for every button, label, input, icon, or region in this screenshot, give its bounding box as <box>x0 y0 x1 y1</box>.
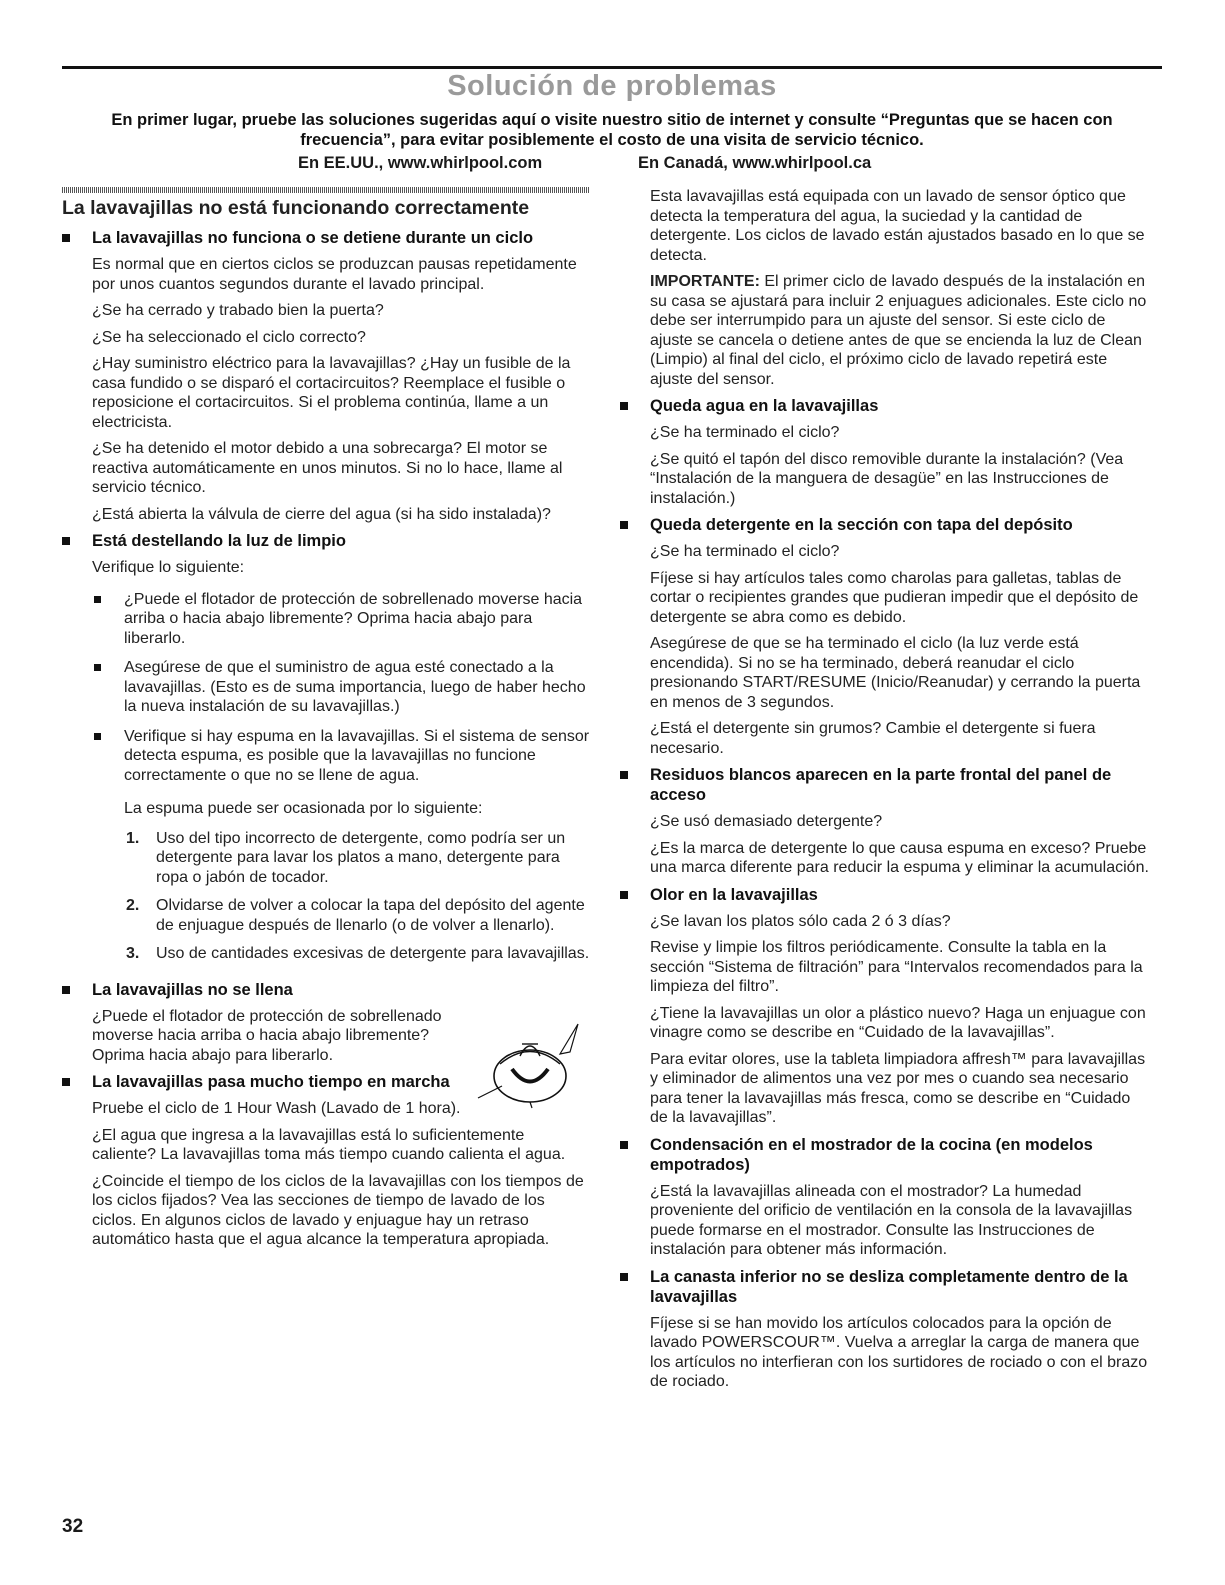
sub-bullet: ¿Puede el flotador de protección de sobrellenado moverse hacia arriba o hacia abajo libremente? Oprima hacia abajo para liberarlo. <box>62 590 592 649</box>
url-canada[interactable]: En Canadá, www.whirlpool.ca <box>638 154 872 172</box>
issue-title: Queda agua en la lavavajillas <box>620 396 1152 416</box>
numbered-item <box>62 829 592 888</box>
issue-title: Está destellando la luz de limpio <box>62 531 592 551</box>
overfill-float-illustration <box>472 1014 587 1109</box>
paragraph: ¿Coincide el tiempo de los ciclos de la lavavajillas con los tiempos de los ciclos fijados? Vea las secciones de tiempo de lavado de los ciclos. En algunos ciclos de lavado y enjuague hay un retraso automático hasta que el agua alcance la temperatura apropiada. <box>92 1172 584 1248</box>
paragraph: ¿Se ha detenido el motor debido a una sobrecarga? El motor se reactiva automáticamente en unos minutos. Si no lo hace, llame al servicio técnico. <box>92 440 563 496</box>
paragraph: Fíjese si se han movido los artículos colocados para la opción de lavado POWERSCOUR™. Vuelva a arreglar la carga de manera que los artículos no interfieran con los surtidores de rociado o con el brazo de rociado. <box>650 1314 1148 1390</box>
paragraph: ¿Se quitó el tapón del disco removible durante la instalación? (Vea “Instalación de la manguera de desagüe” en las Instrucciones de instalación.) <box>650 450 1124 507</box>
issue-title: La lavavajillas pasa mucho tiempo en marcha <box>62 1072 592 1092</box>
section-heading: La lavavajillas no está funcionando correctamente <box>62 197 530 219</box>
paragraph: ¿Está abierta la válvula de cierre del agua (si ha sido instalada)? <box>92 505 551 523</box>
paragraph: ¿Se lavan los platos sólo cada 2 ó 3 días? <box>650 912 951 930</box>
paragraph: Asegúrese de que se ha terminado el ciclo (la luz verde está encendida). Si no se ha terminado, deberá reanudar el ciclo presionando START/RESUME (Inicio/Reanudar) y cerrando la puerta en menos de 3 segundos. <box>650 635 1141 711</box>
sub-bullet: Verifique si hay espuma en la lavavajillas. Si el sistema de sensor detecta espuma, es posible que la lavavajillas no funcione correctamente o que no se llene de agua. <box>62 727 592 786</box>
paragraph: Revise y limpie los filtros periódicamente. Consulte la tabla en la sección “Sistema de filtración” para “Intervalos recomendados para la limpieza del filtro”. <box>650 939 1143 995</box>
paragraph: Esta lavavajillas está equipada con un lavado de sensor óptico que detecta la temperatura del agua, la suciedad y la cantidad de detergente. Los ciclos de lavado están ajustados basado en lo que se detecta. <box>650 188 1145 264</box>
item-text: Uso del tipo incorrecto de detergente, como podría ser un detergente para lavar los platos a mano, detergente para ropa o jabón de tocador. <box>156 829 566 886</box>
right-column <box>620 187 1152 1399</box>
issue-title: Queda detergente en la sección con tapa del depósito <box>620 515 1152 535</box>
page-title: Solución de problemas <box>447 70 777 102</box>
issue-title: Residuos blancos aparecen en la parte frontal del panel de acceso <box>620 765 1152 805</box>
url-us[interactable]: En EE.UU., www.whirlpool.com <box>298 154 543 172</box>
paragraph: ¿Se ha terminado el ciclo? <box>650 543 840 560</box>
paragraph: Para evitar olores, use la tableta limpiadora affresh™ para lavavajillas y eliminador de alimentos una vez por mes o cuando sea necesario para tener la lavavajillas más fresca, como se describe en “Cuidado de la lavavajillas”. <box>650 1050 1146 1126</box>
item-number: 3. <box>126 945 140 962</box>
item-text: Olvidarse de volver a colocar la tapa del depósito del agente de enjuague después de llenarlo (o de volver a llenarlo). <box>156 897 585 934</box>
important-note <box>620 272 1152 389</box>
paragraph: ¿Se ha seleccionado el ciclo correcto? <box>92 328 366 346</box>
important-label: IMPORTANTE: <box>650 273 760 290</box>
issue-title: La canasta inferior no se desliza completamente dentro de la lavavajillas <box>620 1267 1152 1307</box>
item-number: 2. <box>126 897 140 914</box>
important-text: El primer ciclo de lavado después de la instalación en su casa se ajustará para incluir 2 enjuagues adicionales. Este ciclo no debe ser interrumpido para un ajuste del sensor. Si este ciclo de ajuste se cancela o detiene antes de que se encienda la luz de Clean (Limpio) al final del ciclo, el próximo ciclo de lavado repetirá este ajuste del sensor. <box>650 273 1147 388</box>
intro-text: En primer lugar, pruebe las soluciones sugeridas aquí o visite nuestro sitio de internet y consulte “Preguntas que se hacen con frecuencia”, para evitar posiblemente el costo de una visita de servicio técnico. <box>111 111 1113 149</box>
issue-title: Condensación en el mostrador de la cocina (en modelos empotrados) <box>620 1135 1152 1175</box>
top-rule <box>62 66 1162 69</box>
section-divider <box>62 187 590 193</box>
item-number: 1. <box>126 829 140 847</box>
issue-title: Olor en la lavavajillas <box>620 885 1152 905</box>
sub-bullet: Asegúrese de que el suministro de agua esté conectado a la lavavajillas. (Esto es de suma importancia, luego de haber hecho la nueva instalación de su lavavajillas.) <box>62 658 592 717</box>
paragraph: Es normal que en ciertos ciclos se produzcan pausas repetidamente por unos cuantos segundos durante el lavado principal. <box>92 256 577 293</box>
issue-title: La lavavajillas no funciona o se detiene durante un ciclo <box>62 228 592 248</box>
paragraph: ¿Está la lavavajillas alineada con el mostrador? La humedad proveniente del orificio de ventilación en la consola de la lavavajillas puede formarse en el mostrador. Consulte las Instrucciones de instalación para obtener más información. <box>650 1182 1133 1258</box>
paragraph: ¿Está el detergente sin grumos? Cambie el detergente si fuera necesario. <box>650 720 1096 757</box>
paragraph: La espuma puede ser ocasionada por lo siguiente: <box>124 800 483 817</box>
paragraph: Fíjese si hay artículos tales como charolas para galletas, tablas de cortar o recipientes grandes que pudieran impedir que el depósito de detergente se abra como es debido. <box>650 569 1139 626</box>
paragraph: ¿Es la marca de detergente lo que causa espuma en exceso? Pruebe una marca diferente para reducir la espuma y eliminar la acumulación. <box>650 839 1149 876</box>
paragraph: ¿Hay suministro eléctrico para la lavavajillas? ¿Hay un fusible de la casa fundido o se disparó el cortacircuitos? Reemplace el fusible o reposicione el cortacircuitos. Si el problema continúa, llame a un electricista. <box>92 355 571 431</box>
paragraph: Pruebe el ciclo de 1 Hour Wash (Lavado de 1 hora). <box>92 1100 461 1117</box>
paragraph: ¿Se ha cerrado y trabado bien la puerta? <box>92 302 384 319</box>
paragraph: ¿Se ha terminado el ciclo? <box>650 424 840 441</box>
numbered-item <box>62 896 592 935</box>
paragraph: ¿Se usó demasiado detergente? <box>650 813 883 830</box>
paragraph: ¿Puede el flotador de protección de sobrellenado moverse hacia arriba o hacia abajo libremente? Oprima hacia abajo para liberarlo. <box>92 1007 442 1064</box>
paragraph: Verifique lo siguiente: <box>92 559 245 576</box>
item-text: Uso de cantidades excesivas de detergente para lavavajillas. <box>156 945 590 962</box>
issue-title: La lavavajillas no se llena <box>62 980 592 1000</box>
paragraph: ¿El agua que ingresa a la lavavajillas está lo suficientemente caliente? La lavavajillas toma más tiempo cuando calienta el agua. <box>92 1126 566 1163</box>
page-number: 32 <box>62 1516 84 1537</box>
paragraph: ¿Tiene la lavavajillas un olor a plástico nuevo? Haga un enjuague con vinagre como se describe en “Cuidado de la lavavajillas”. <box>650 1004 1146 1041</box>
numbered-item <box>62 944 592 964</box>
